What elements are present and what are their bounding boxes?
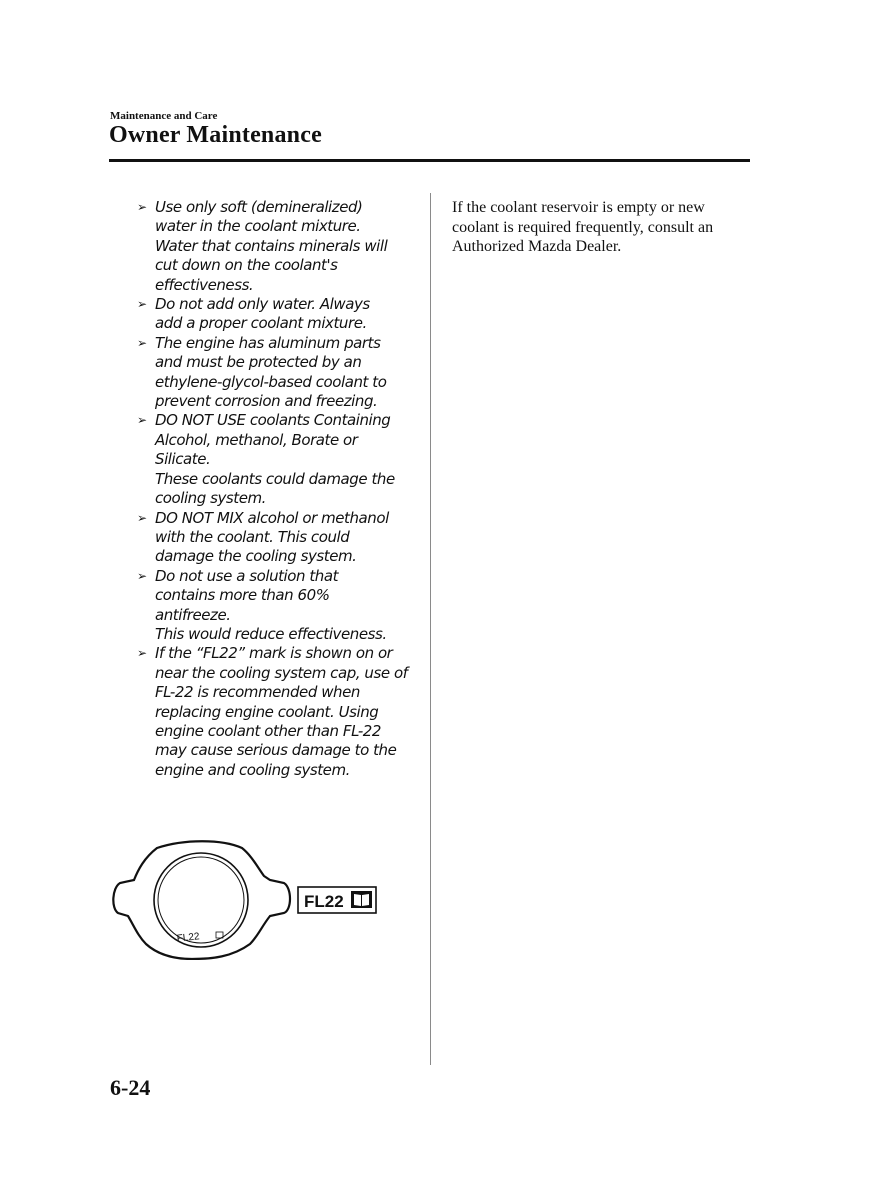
bullet-line: may cause serious damage to the [155, 741, 397, 760]
bullet-item [137, 411, 422, 508]
bullet-line: If the “FL22” mark is shown on or [155, 644, 393, 663]
bullet-line: engine coolant other than FL-22 [155, 721, 381, 740]
bullet-line: These coolants could damage the [155, 469, 395, 488]
bullet-line: cut down on the coolant's [155, 256, 338, 275]
bullet-line: ethylene-glycol-based coolant to [155, 372, 387, 391]
arrowhead-bullet-icon: ➢ [137, 510, 147, 525]
bullet-item [137, 198, 422, 295]
bullet-line: Alcohol, methanol, Borate or [155, 430, 358, 449]
arrowhead-bullet-icon: ➢ [137, 200, 147, 214]
note-line: If the coolant reservoir is empty or new [452, 199, 705, 216]
bullet-line: prevent corrosion and freezing. [155, 392, 378, 411]
bullet-item [137, 509, 422, 567]
title-rule [109, 159, 750, 162]
page-title: Owner Maintenance [109, 122, 322, 148]
bullet-line: The engine has aluminum parts [155, 333, 381, 352]
bullet-line: damage the cooling system. [155, 547, 357, 566]
page-number: 6-24 [110, 1075, 151, 1100]
bullet-line: Do not use a solution that [155, 566, 339, 585]
reservoir-note [452, 198, 752, 257]
bullet-line: cooling system. [155, 489, 266, 508]
bullet-line: with the coolant. This could [155, 527, 350, 546]
bullet-line: Water that contains minerals will [155, 236, 388, 255]
bullet-line: DO NOT MIX alcohol or methanol [155, 508, 389, 527]
manual-book-icon [351, 891, 372, 908]
bullet-line: antifreeze. [155, 605, 231, 624]
note-line: coolant is required frequently, consult an [452, 218, 714, 236]
note-line: Authorized Mazda Dealer. [452, 238, 622, 255]
bullet-line: Use only soft (demineralized) [155, 198, 363, 216]
arrowhead-bullet-icon: ➢ [137, 413, 147, 428]
arrowhead-bullet-icon: ➢ [137, 335, 147, 350]
coolant-bullet-list [137, 198, 422, 780]
fl22-badge [298, 887, 376, 913]
arrowhead-bullet-icon: ➢ [137, 646, 147, 661]
column-divider [430, 193, 431, 1065]
bullet-line: and must be protected by an [155, 353, 362, 372]
radiator-cap-illustration [112, 840, 392, 960]
arrowhead-bullet-icon: ➢ [137, 568, 147, 583]
fl22-badge-text: FL22 [304, 892, 344, 911]
bullet-line: DO NOT USE coolants Containing [155, 411, 391, 430]
bullet-line: engine and cooling system. [155, 760, 350, 779]
cap-fl22-mark: FL22 [176, 931, 201, 945]
bullet-item [137, 644, 422, 780]
bullet-item [137, 295, 422, 334]
bullet-line: water in the coolant mixture. [155, 217, 361, 236]
bullet-line: Do not add only water. Always [155, 295, 370, 314]
radiator-cap-drawing [113, 841, 290, 959]
section-label: Maintenance and Care [110, 110, 218, 122]
bullet-item [137, 334, 422, 412]
bullet-line: FL-22 is recommended when [155, 683, 360, 702]
bullet-line: near the cooling system cap, use of [155, 663, 408, 682]
bullet-line: Silicate. [155, 450, 211, 469]
arrowhead-bullet-icon: ➢ [137, 297, 147, 312]
bullet-line: add a proper coolant mixture. [155, 314, 367, 333]
bullet-line: replacing engine coolant. Using [155, 702, 379, 721]
bullet-line: contains more than 60% [155, 586, 330, 605]
bullet-item [137, 567, 422, 645]
bullet-line: effectiveness. [155, 275, 254, 294]
bullet-line: This would reduce effectiveness. [155, 624, 387, 643]
